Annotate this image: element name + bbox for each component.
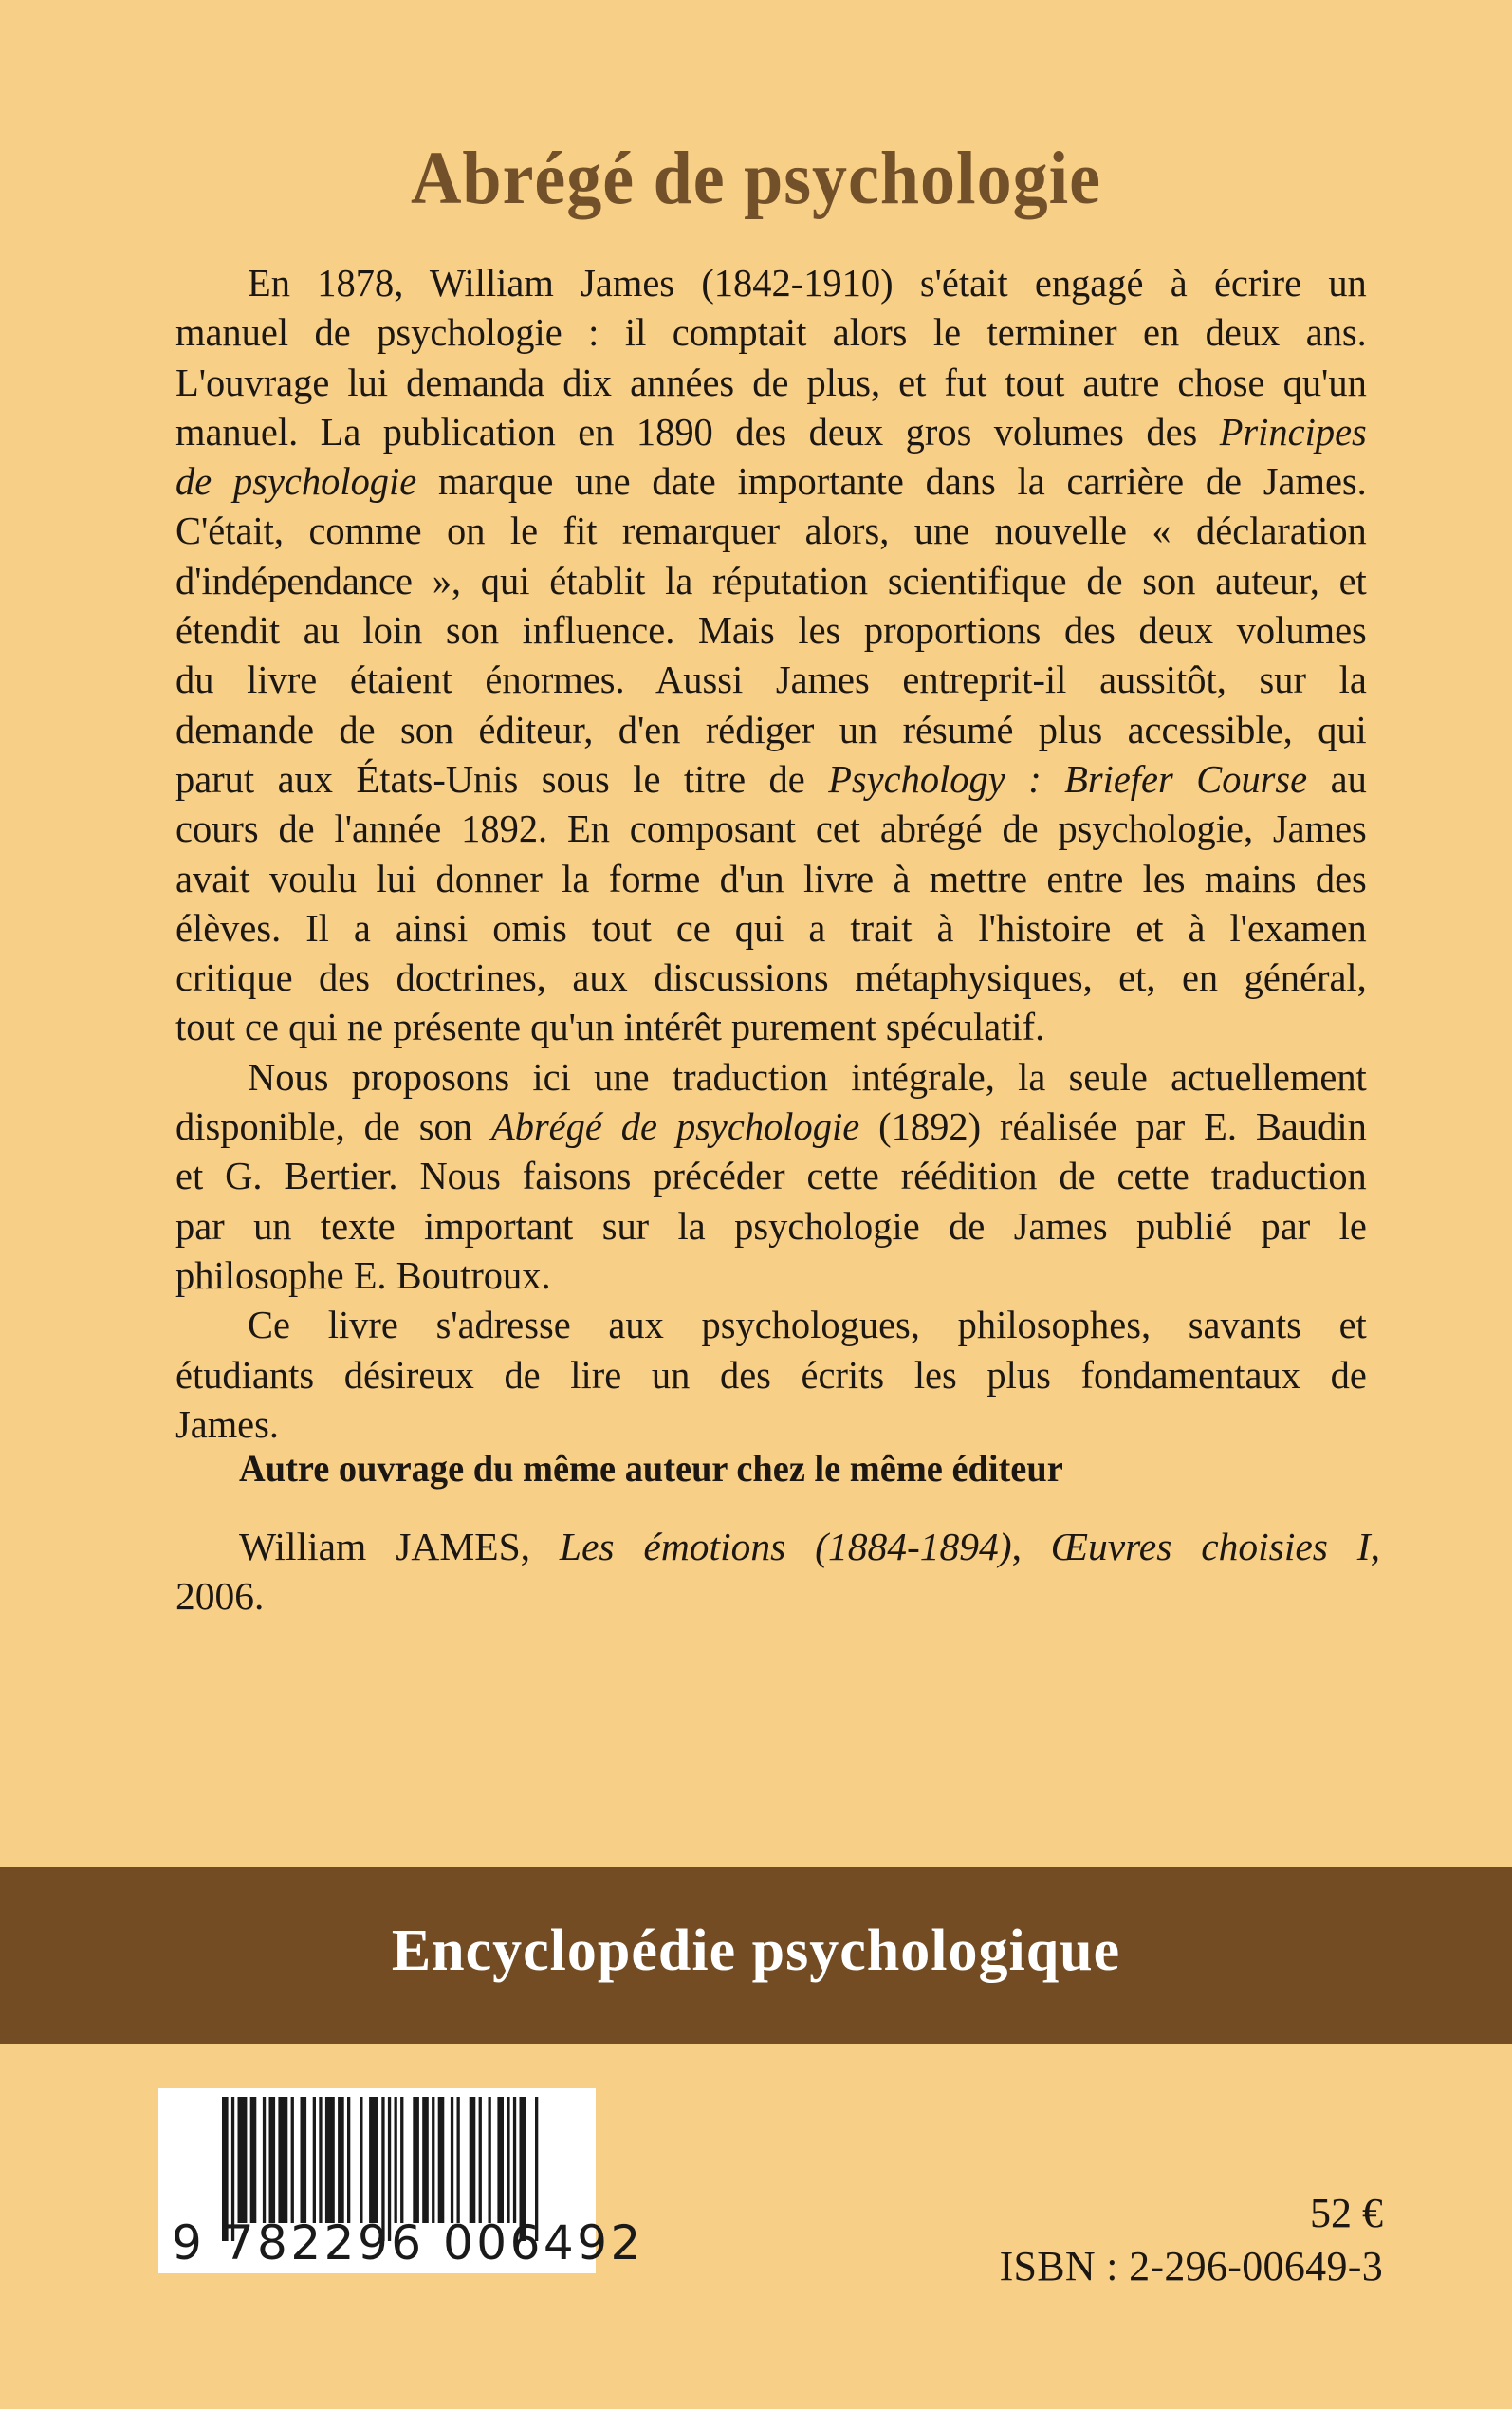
text-line: critique des doctrines, aux discussions métaphysiques, et, en général,	[175, 955, 1367, 1000]
text-line: L'ouvrage lui demanda dix années de plus, et fut tout autre chose qu'un	[175, 360, 1367, 404]
text-line: manuel. La publication en 1890 des deux gros volumes des Principes	[175, 409, 1367, 454]
text-line: tout ce qui ne présente qu'un intérêt purement spéculatif.	[175, 1005, 1045, 1049]
text-line: William JAMES, Les émotions (1884-1894), Œuvres choisies I,	[239, 1525, 1380, 1568]
text-line: James.	[175, 1401, 280, 1446]
text-line: En 1878, William James (1842-1910) s'était engagé à écrire un	[248, 261, 1367, 305]
text-line: du livre étaient énormes. Aussi James entreprit-il aussitôt, sur la	[175, 658, 1367, 702]
series-title: Encyclopédie psychologique	[391, 1918, 1121, 1983]
blurb	[175, 258, 1367, 1449]
text-line: 2006.	[175, 1574, 265, 1618]
text-line: manuel de psychologie : il comptait alors le terminer en deux ans.	[175, 310, 1367, 355]
isbn-barcode	[158, 2088, 644, 2273]
price: 52 €	[1310, 2190, 1383, 2236]
text-line: cours de l'année 1892. En composant cet abrégé de psychologie, James	[175, 806, 1367, 851]
text-line: étudiants désireux de lire un des écrits les plus fondamentaux de	[175, 1352, 1367, 1397]
text-line: demande de son éditeur, d'en rédiger un résumé plus accessible, qui	[175, 707, 1367, 751]
other-works-heading: Autre ouvrage du même auteur chez le même éditeur	[239, 1447, 1063, 1490]
text-line: C'était, comme on le fit remarquer alors, une nouvelle « déclaration	[175, 509, 1367, 553]
text-line: Nous proposons ici une traduction intégrale, la seule actuellement	[248, 1054, 1367, 1099]
text-line: disponible, de son Abrégé de psychologie (1892) réalisée par E. Baudin	[175, 1104, 1367, 1149]
barcode-digits: 9 782296 006492	[172, 2215, 644, 2270]
text-line: avait voulu lui donner la forme d'un livre à mettre entre les mains des	[175, 856, 1367, 900]
text-line: philosophe E. Boutroux.	[175, 1252, 551, 1297]
blurb-paragraph-history	[175, 258, 1367, 1052]
text-line: Ce livre s'adresse aux psychologues, philosophes, savants et	[248, 1303, 1367, 1347]
text-line: de psychologie marque une date importante dans la carrière de James.	[175, 459, 1367, 504]
series-band	[0, 1867, 1512, 2044]
text-line: par un texte important sur la psychologie de James publié par le	[175, 1203, 1367, 1248]
text-line: élèves. Il a ainsi omis tout ce qui a trait à l'histoire et à l'examen	[175, 905, 1367, 950]
text-line: étendit au loin son influence. Mais les proportions des deux volumes	[175, 608, 1367, 653]
blurb-paragraph-translation	[175, 1052, 1367, 1300]
isbn: ISBN : 2-296-00649-3	[999, 2243, 1383, 2289]
other-works-reference	[175, 1522, 1380, 1621]
book-title: Abrégé de psychologie	[410, 136, 1102, 220]
text-line: et G. Bertier. Nous faisons précéder cette réédition de cette traduction	[175, 1154, 1367, 1198]
text-line: d'indépendance », qui établit la réputation scientifique de son auteur, et	[175, 558, 1367, 602]
blurb-paragraph-audience	[175, 1300, 1367, 1449]
text-line: parut aux États-Unis sous le titre de Psychology : Briefer Course au	[175, 756, 1367, 801]
